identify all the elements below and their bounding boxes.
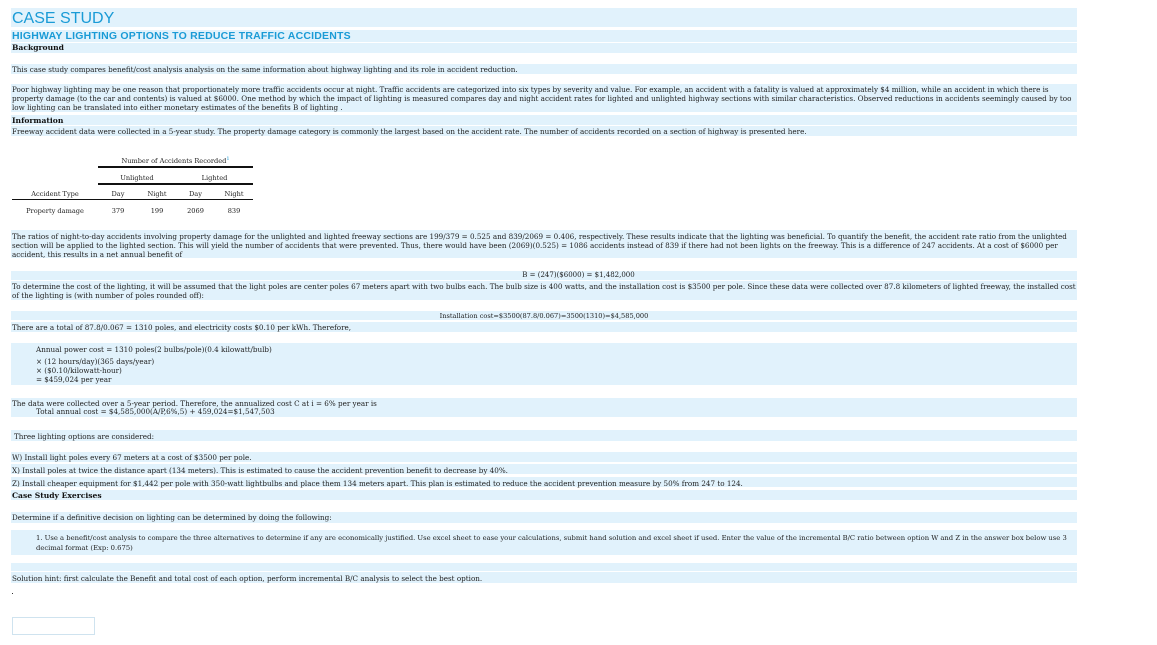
ratios-paragraph: The ratios of night-to-day accidents involving property damage for the unlighted and lighted freeway sections are 199/379 = 0.525 and 839/2069 = 0.406, respectively. These results indicate that the lighting was beneficial. To quantify the benefit, the accident rate ratio from the unlighted section will be applied to the lighted section. This will yield the number of accidents that were prevented. Thus, there would have been (2069)(0.525) = 1086 accidents instead of 839 if there had not been lights on the freeway. This is a difference of 247 accidents. At a cost of $6000 per accident, this results in a net annual benefit of <box>12 232 1067 259</box>
option-z: Z) Install cheaper equipment for $1,442 per pole with 350-watt lightbulbs and place them 134 meters apart. This plan is estimated to reduce the accident prevention measure by 50% from 247 to 124. <box>12 479 743 488</box>
installation-equation: Installation cost=$3500(87.8/0.067)=3500(1310)=$4,585,000 <box>439 312 649 320</box>
table-cell: 839 <box>227 207 241 215</box>
background-intro: This case study compares benefit/cost analysis analysis on the same information about highway lighting and its role in accident reduction. <box>12 65 518 74</box>
answer-input[interactable] <box>12 617 95 635</box>
exercises-intro: Determine if a definitive decision on lighting can be determined by doing the following: <box>12 513 332 522</box>
information-heading: Information <box>12 116 64 125</box>
row-label: Property damage <box>26 207 84 215</box>
power-cost-line: × ($0.10/kilowatt-hour) <box>36 366 122 375</box>
col-header-accident-type: Accident Type <box>12 189 98 200</box>
options-intro: Three lighting options are considered: <box>14 432 155 441</box>
benefit-equation: B = (247)($6000) = $1,482,000 <box>522 271 635 279</box>
col-group-unlighted: Unlighted <box>98 173 176 184</box>
col-header-day: Day <box>98 189 138 200</box>
accident-table <box>12 156 253 216</box>
information-paragraph: Freeway accident data were collected in a 5-year study. The property damage category is commonly the largest based on the accident rate. The number of accidents recorded on a section of highway is presented here. <box>12 127 807 136</box>
col-header-night: Night <box>215 189 253 200</box>
solution-hint: Solution hint: first calculate the Benefit and total cost of each option, perform incremental B/C analysis to select the best option. <box>12 574 483 583</box>
period-paragraph: The data were collected over a 5-year period. Therefore, the annualized cost C at i = 6% per year is <box>12 399 377 408</box>
table-cell: 2069 <box>187 207 204 215</box>
background-heading: Background <box>12 43 64 52</box>
power-cost-line: Annual power cost = 1310 poles(2 bulbs/pole)(0.4 kilowatt/bulb) <box>36 345 272 354</box>
table-group-header: Number of Accidents Recorded <box>121 157 227 166</box>
background-paragraph: Poor highway lighting may be one reason that proportionately more traffic accidents occur at night. Traffic accidents are categorized into six types by severity and value. For example, an accident with a fatality is valued at approximately $4 million, while an accident in which there is property damage (to the car and contents) is valued at $6000. One method by which the impact of lighting is measured compares day and night accident rates for lighted and unlighted highway sections with similar characteristics. Observed reductions in accidents seemingly caused by too low lighting can be translated into either monetary estimates of the benefits B of lighting . <box>12 85 1072 112</box>
table-cell: 379 <box>111 207 125 215</box>
col-header-day: Day <box>176 189 215 200</box>
power-cost-line: × (12 hours/day)(365 days/year) <box>36 357 155 366</box>
exercise-item-1: 1. Use a benefit/cost analysis to compare the three alternatives to determine if any are economically justified. Use excel sheet to ease your calculations, submit hand solution and excel sheet if used. Enter the value of the incremental B/C ratio between option W and Z in the answer box below use 3 decimal format (Exp: 0.675) <box>36 534 1067 552</box>
poles-paragraph: There are a total of 87.8/0.067 = 1310 poles, and electricity costs $0.10 per kWh. Therefore, <box>12 323 352 332</box>
col-group-lighted: Lighted <box>176 173 253 184</box>
table-row <box>12 206 253 216</box>
col-header-night: Night <box>138 189 176 200</box>
text-cursor <box>12 593 13 594</box>
cost-paragraph: To determine the cost of the lighting, it will be assumed that the light poles are center poles 67 meters apart with two bulbs each. The bulb size is 400 watts, and the installation cost is $3500 per pole. Since these data were collected over 87.8 kilometers of lighted freeway, the installed cost of the lighting is (with number of poles rounded off): <box>12 282 1076 300</box>
table-cell: 199 <box>150 207 164 215</box>
footnote-link[interactable]: 1 <box>226 156 230 163</box>
page-title: CASE STUDY <box>12 10 115 27</box>
option-x: X) Install poles at twice the distance apart (134 meters). This is estimated to cause the accident prevention benefit to decrease by 40%. <box>12 466 508 475</box>
page-subtitle: HIGHWAY LIGHTING OPTIONS TO REDUCE TRAFFIC ACCIDENTS <box>12 30 351 42</box>
total-cost-equation: Total annual cost = $4,585,000(A/P,6%,5) + 459,024=$1,547,503 <box>36 407 275 416</box>
exercises-heading: Case Study Exercises <box>12 491 102 500</box>
power-cost-line: = $459,024 per year <box>36 375 112 384</box>
option-w: W) Install light poles every 67 meters at a cost of $3500 per pole. <box>12 453 252 462</box>
spacer-band <box>11 563 1077 571</box>
